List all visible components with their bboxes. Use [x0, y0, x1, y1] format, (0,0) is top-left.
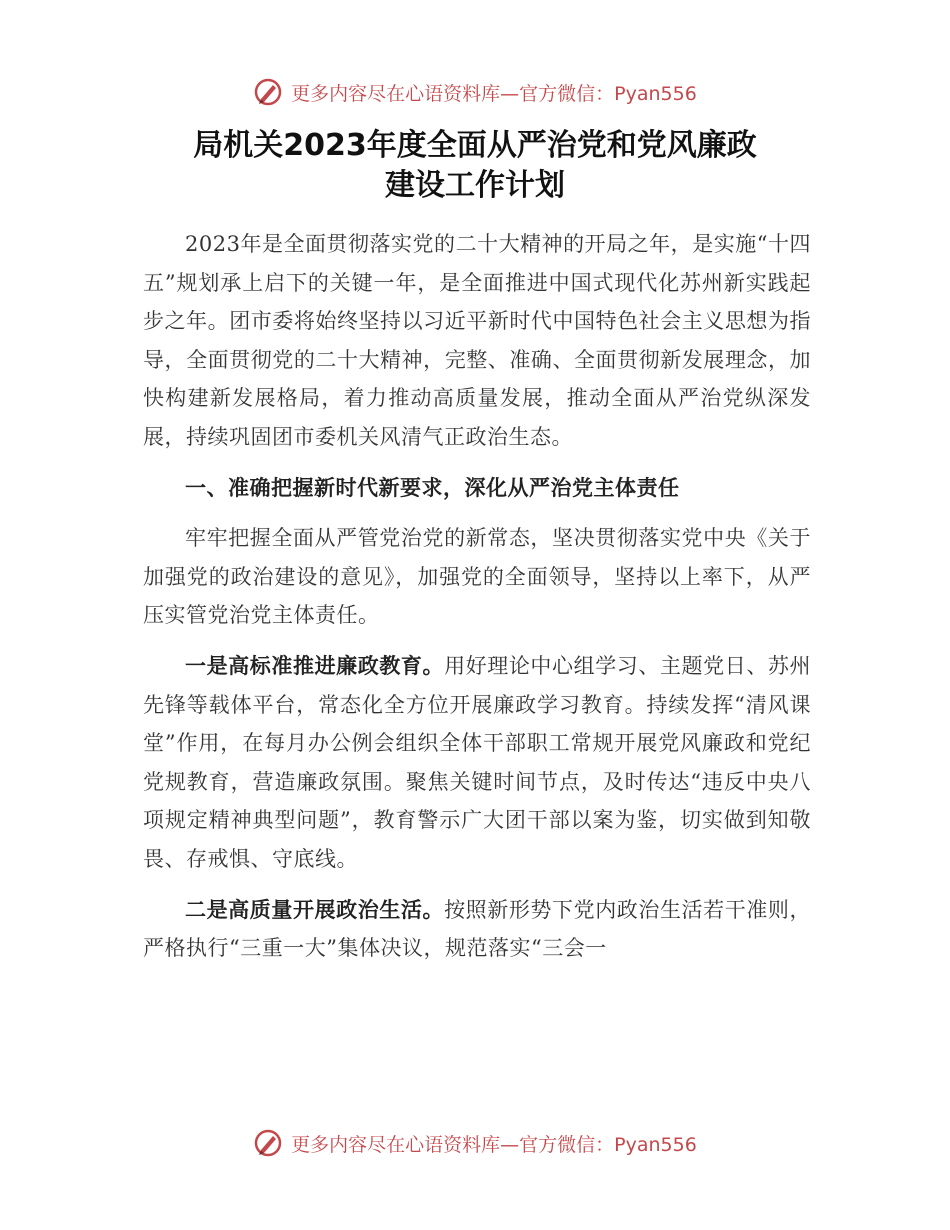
header-watermark-banner	[0, 72, 950, 112]
item-2-body: 按照新形势下党内政治生活若干准则，严格执行“三重一大”集体决议，规范落实“三会一	[143, 897, 812, 961]
intro-paragraph: 2023年是全面贯彻落实党的二十大精神的开局之年，是实施“十四五”规划承上启下的关键一年，是全面推进中国式现代化苏州新实践起步之年。团市委将始终坚持以习近平新时代中国特色社会主义思想为指导，全面贯彻党的二十大精神，完整、准确、全面贯彻新发展理念，加快构建新发展格局，着力推动高质量发展，推动全面从严治党纵深发展，持续巩固团市委机关风清气正政治生态。	[143, 232, 811, 449]
item-1-lead: 一是高标准推进廉政教育。	[185, 652, 445, 678]
item-1-body: 用好理论中心组学习、主题党日、苏州先锋等载体平台，常态化全方位开展廉政学习教育。持续发挥“清风课堂”作用，在每月办公例会组织全体干部职工常规开展党风廉政和党纪党规教育，营造廉政氛围。聚焦关键时间节点，及时传达“违反中央八项规定精神典型问题”，教育警示广大团干部以案为鉴，切实做到知敬畏、存戒惧、守底线。	[143, 653, 812, 871]
item-2-paragraph	[143, 891, 811, 968]
item-1-paragraph	[143, 647, 811, 879]
footer-watermark-text: 更多内容尽在心语资料库—官方微信：Pyan556	[291, 1133, 697, 1156]
item-2-lead: 二是高质量开展政治生活。	[185, 896, 445, 922]
title-line-2: 建设工作计划	[385, 168, 565, 203]
title-line-1: 局机关2023年度全面从严治党和党风廉政	[193, 128, 757, 163]
pen-logo-icon	[253, 1128, 283, 1158]
document-body	[143, 225, 811, 980]
pen-logo-icon	[253, 77, 283, 107]
section-1-heading: 一、准确把握新时代新要求，深化从严治党主体责任	[185, 474, 680, 500]
footer-watermark-banner	[0, 1123, 950, 1163]
section-1-paragraph: 牢牢把握全面从严管党治党的新常态，坚决贯彻落实党中央《关于加强党的政治建设的意见》，加强党的全面领导，坚持以上率下，从严压实管党治党主体责任。	[143, 526, 811, 628]
header-watermark-text: 更多内容尽在心语资料库—官方微信：Pyan556	[291, 82, 697, 105]
document-title	[100, 126, 850, 206]
